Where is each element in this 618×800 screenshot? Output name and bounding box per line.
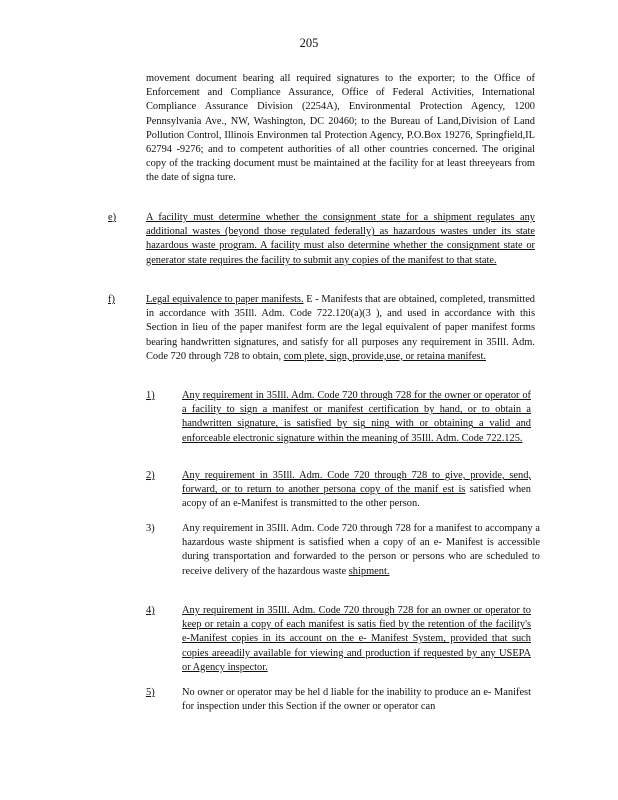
subitem-2-text: satisfied when acopy of an e-Manifest is transmitted to the other person. [182,484,531,510]
subitem-2-underlined: Any requirement in 35Ill. Adm. Code 720 through 728 to give, provide, send, forward, or to return to another persona copy of the manif est is [182,470,531,496]
subitem-1-text: Any requirement in 35Ill. Adm. Code 720 through 728 for the owner or operator of a facility to sign a manifest or manifest certification by hand, or to obtain a handwritten signature, is satisfied by sig ning with or obtaining a valid and enforceable electronic signature within the meaning of 35Ill. Adm. Code 722.125. [182,390,531,444]
subitem-3-tail: shipment. [348,565,390,577]
subitem-5-text: No owner or operator may be hel d liable for the inability to produce an e- Manifest for inspection under this Section if the owner or operator can [182,687,531,713]
paragraph-e-marker: e) [108,212,117,223]
subitem-1-marker: 1) [146,390,155,401]
paragraph-f [146,293,535,364]
intro-paragraph: movement document bearing all required signatures to the exporter; to the Office of Enforcement and Compliance Assurance, Office of Federal Activities, International Compliance Assurance Division (2254A), Environmental Protection Agency, 1200 Pennsylvania Ave., NW, Washington, DC 20460; to the Bureau of Land,Division of Land Pollution Control, Illinois Environmen tal Protection Agency, P.O.Box 19276, Springfield,IL 62794 -9276; and to competent authorities of all other countries concerned. The original copy of the tracking document must be maintained at the facility for at least threeyears from the date of signa ture. [146,73,535,184]
paragraph-e: A facility must determine whether the consignment state for a shipment regulates any additional wastes (beyond those regulated federally) as hazardous wastes under its state hazardous waste program. A facility must also determine whether the consignment state or generator state requires the facility to submit any copies of the manifest to that state. [146,212,535,266]
subitem-4-text: Any requirement in 35Ill. Adm. Code 720 through 728 for an owner or operator to keep or retain a copy of each manifest is satis fied by the retention of the facility's e-Manifest copies in its account on the e- Manifest System, provided that such copies areeadily available for viewing and production if requested by any USEPA or Agency inspector. [182,605,531,673]
subitem-4-marker: 4) [146,605,155,616]
subitem-2 [182,469,531,512]
paragraph-f-lead: Legal equivalence to paper manifests. [146,294,304,305]
paragraph-f-marker: f) [108,294,115,305]
subitem-5-marker: 5) [146,687,155,698]
page-number: 205 [299,36,319,50]
subitem-3 [182,522,540,579]
paragraph-f-tail: com plete, sign, provide,use, or retaina manifest. [283,350,486,362]
paragraph-f-body: E - Manifests that are obtained, completed, transmitted in accordance with 35Ill. Adm. Code 722.120(a)(3 ), and used in accordance with this Section in lieu of the paper manifest form are the legal equivalent of paper manifest forms bearing handwritten signatures, and satisfy for all purposes any requirement in 35Ill. Adm. Code 720 through 728 to obtain, [146,294,535,362]
subitem-3-marker: 3) [146,523,155,534]
subitem-2-marker: 2) [146,470,155,481]
subitem-3-text: Any requirement in 35Ill. Adm. Code 720 through 728 for a manifest to accompany a hazardous waste shipment is satisfied when a copy of an e- Manifest is accessible during transportation and forwarded to the person or persons who are scheduled to receive delivery of the hazardous waste [182,523,540,577]
